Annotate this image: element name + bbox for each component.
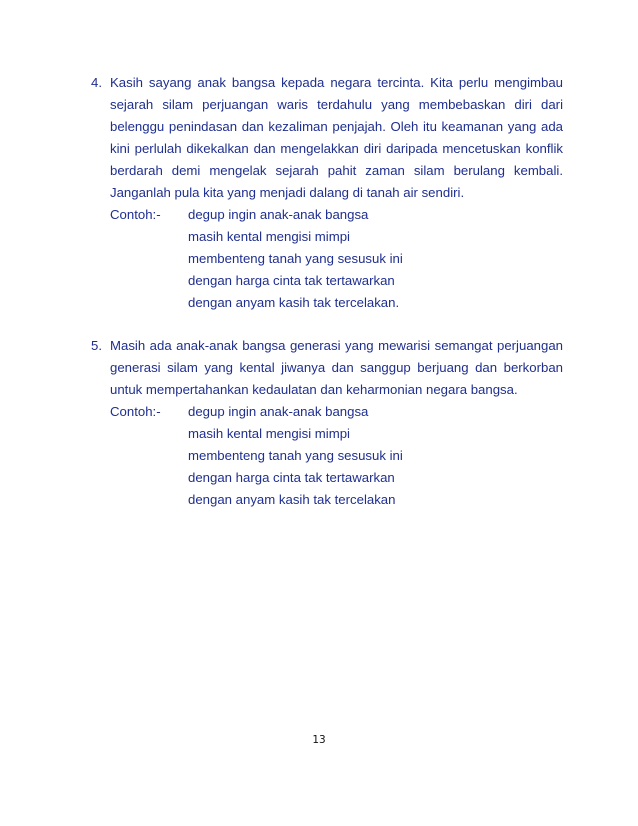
example-lines <box>188 204 563 314</box>
item-paragraph: Masih ada anak-anak bangsa generasi yang mewarisi semangat perjuangan generasi silam yang kental jiwanya dan sanggup berjuang dan berkorban untuk mempertahankan kedaulatan dan keharmonian negara bangsa. <box>110 338 563 397</box>
example-block <box>110 204 563 314</box>
example-line: degup ingin anak-anak bangsa <box>188 404 369 419</box>
example-line: dengan harga cinta tak tertawarkan <box>188 273 395 288</box>
example-lines <box>188 401 563 511</box>
example-line: masih kental mengisi mimpi <box>188 426 350 441</box>
example-line: dengan anyam kasih tak tercelakan. <box>188 295 400 310</box>
example-line: membenteng tanah yang sesusuk ini <box>188 448 403 463</box>
item-paragraph: Kasih sayang anak bangsa kepada negara tercinta. Kita perlu mengimbau sejarah silam perjuangan waris terdahulu yang membebaskan diri dari belenggu penindasan dan kezaliman penjajah. Oleh itu keamanan yang ada kini perlulah dikekalkan dan mengelakkan diri daripada mencetuskan konflik berdarah demi mengelak sejarah pahit zaman silam berulang kembali. Janganlah pula kita yang menjadi dalang di tanah air sendiri. <box>110 75 563 200</box>
example-line: dengan harga cinta tak tertawarkan <box>188 470 395 485</box>
example-label: Contoh:- <box>110 404 161 419</box>
item-number: 5. <box>91 338 102 353</box>
example-line: degup ingin anak-anak bangsa <box>188 207 369 222</box>
list-item-4 <box>91 72 563 314</box>
example-label: Contoh:- <box>110 207 161 222</box>
item-number: 4. <box>91 75 102 90</box>
page-number: 13 <box>312 734 326 746</box>
example-block <box>110 401 563 511</box>
example-line: masih kental mengisi mimpi <box>188 229 350 244</box>
example-line: membenteng tanah yang sesusuk ini <box>188 251 403 266</box>
example-line: dengan anyam kasih tak tercelakan <box>188 492 396 507</box>
list-item-5 <box>91 335 563 511</box>
